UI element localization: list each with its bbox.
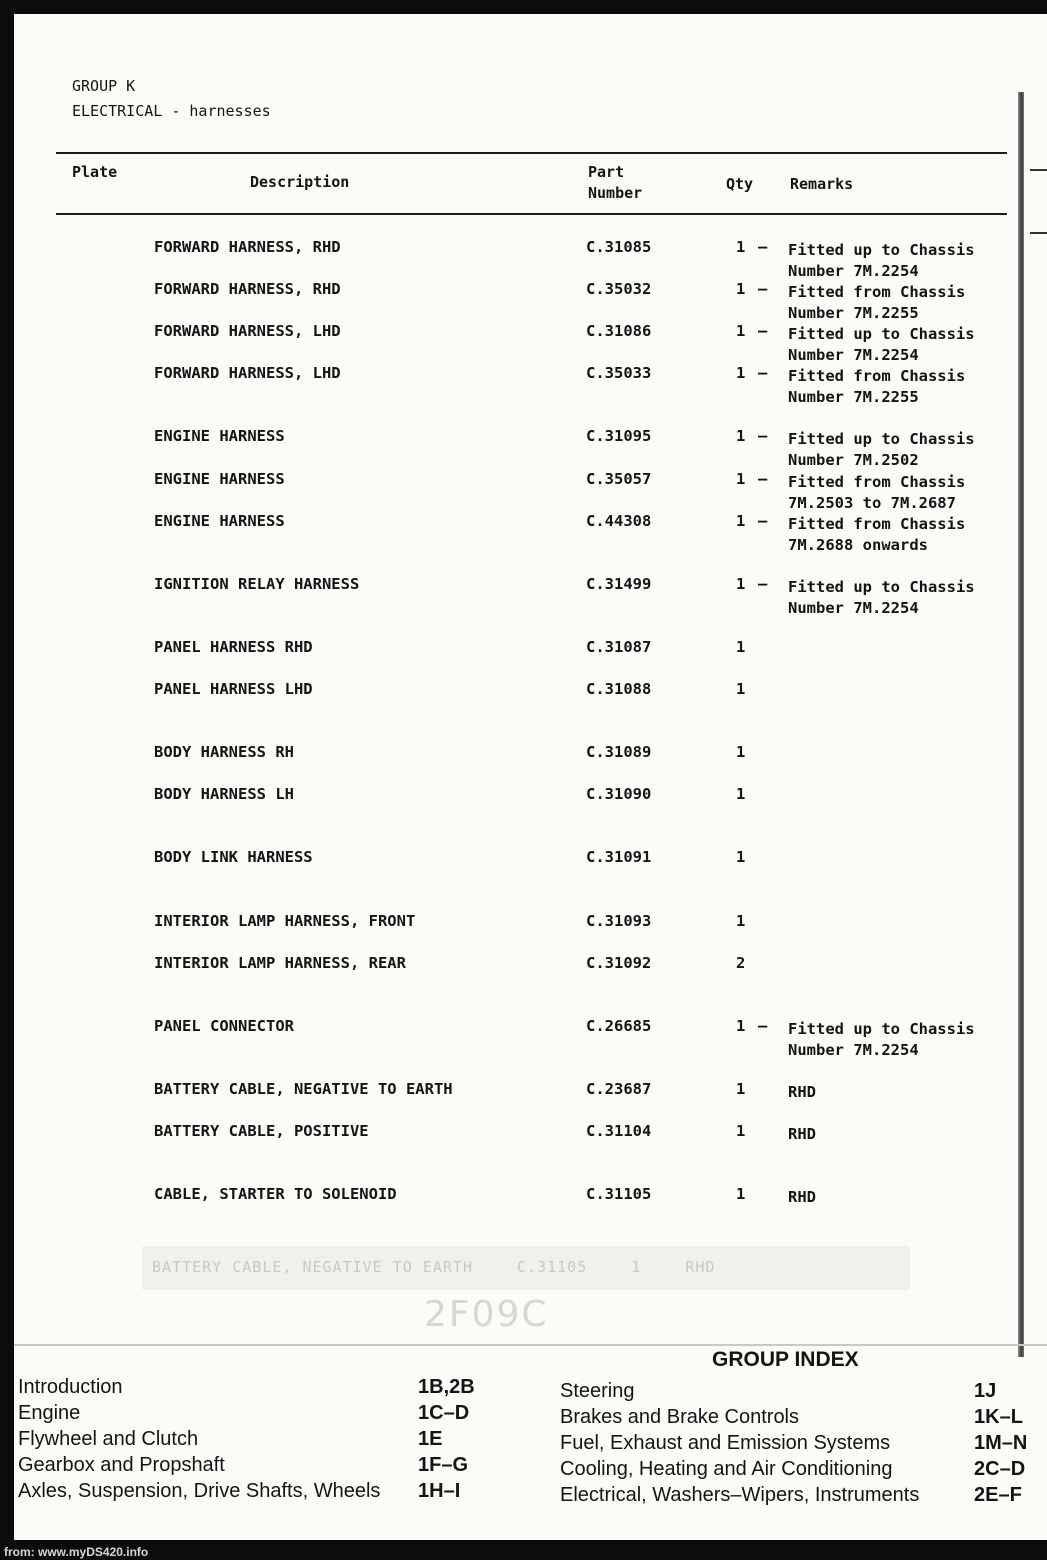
row-description: BODY LINK HARNESS: [154, 848, 313, 866]
page-edge-shadow: [1018, 92, 1024, 1357]
remark-line1: RHD: [788, 1125, 816, 1143]
row-remarks: [788, 429, 975, 471]
remark-line1: RHD: [788, 1188, 816, 1206]
row-remarks: [788, 1187, 816, 1208]
row-description: INTERIOR LAMP HARNESS, FRONT: [154, 912, 416, 930]
row-qty: 1: [736, 470, 746, 488]
row-qty: 1: [736, 912, 746, 930]
row-description: ENGINE HARNESS: [154, 470, 285, 488]
row-part-number: C.35057: [586, 470, 652, 488]
row-description: IGNITION RELAY HARNESS: [154, 575, 360, 593]
row-part-number: C.31085: [586, 238, 652, 256]
row-remarks: [788, 1019, 975, 1061]
index-item-code: 1E: [418, 1428, 443, 1450]
index-item-code: 1C–D: [418, 1402, 470, 1424]
remark-line1: Fitted from Chassis: [788, 515, 966, 533]
row-part-number: C.35032: [586, 280, 652, 298]
row-description: INTERIOR LAMP HARNESS, REAR: [154, 954, 406, 972]
row-description: BODY HARNESS RH: [154, 743, 294, 761]
faded-desc: BATTERY CABLE, NEGATIVE TO EARTH: [152, 1258, 473, 1276]
remark-line2: Number 7M.2254: [788, 262, 919, 280]
index-item-code: 1K–L: [974, 1406, 1023, 1428]
row-description: PANEL HARNESS RHD: [154, 638, 313, 656]
row-part-number: C.31104: [586, 1122, 652, 1140]
table-header-rule: [56, 213, 1007, 215]
row-dash: –: [758, 364, 768, 382]
index-item-code: 1F–G: [418, 1454, 469, 1476]
remark-line2: Number 7M.2254: [788, 346, 919, 364]
row-qty: 1: [736, 364, 746, 382]
faded-row-text: [152, 1258, 749, 1276]
index-item-label: Electrical, Washers–Wipers, Instruments: [560, 1484, 920, 1506]
index-item-label: Introduction: [18, 1376, 123, 1398]
rule-extension: [1030, 169, 1047, 171]
page-header: [72, 74, 271, 124]
remark-line2: Number 7M.2502: [788, 451, 919, 469]
index-item-code: 1M–N: [974, 1432, 1028, 1454]
index-item-code: 2C–D: [974, 1458, 1026, 1480]
remark-line1: RHD: [788, 1083, 816, 1101]
row-dash: –: [758, 512, 768, 530]
row-dash: –: [758, 1017, 768, 1035]
row-part-number: C.44308: [586, 512, 652, 530]
group-index-title: GROUP INDEX: [712, 1348, 859, 1371]
row-description: BATTERY CABLE, NEGATIVE TO EARTH: [154, 1080, 453, 1098]
catalogue-page: [14, 14, 1047, 1540]
row-description: PANEL CONNECTOR: [154, 1017, 294, 1035]
row-part-number: C.31091: [586, 848, 652, 866]
faded-row: [142, 1246, 910, 1290]
index-item-label: Steering: [560, 1380, 635, 1402]
row-part-number: C.31499: [586, 575, 652, 593]
row-part-number: C.23687: [586, 1080, 652, 1098]
remark-line1: Fitted up to Chassis: [788, 430, 975, 448]
row-description: FORWARD HARNESS, RHD: [154, 280, 341, 298]
source-footer: from: www.myDS420.info: [4, 1545, 149, 1559]
row-remarks: [788, 240, 975, 282]
handwritten-stamp: 2F09C: [424, 1294, 549, 1335]
faded-remark: RHD: [685, 1258, 716, 1276]
row-part-number: C.31092: [586, 954, 652, 972]
row-part-number: C.31087: [586, 638, 652, 656]
row-remarks: [788, 1082, 816, 1103]
column-remarks: Remarks: [790, 175, 854, 193]
index-item-code: 1H–I: [418, 1480, 461, 1502]
row-part-number: C.31093: [586, 912, 652, 930]
remark-line2: Number 7M.2255: [788, 304, 919, 322]
remark-line2: 7M.2688 onwards: [788, 536, 928, 554]
row-remarks: [788, 472, 965, 514]
row-part-number: C.31086: [586, 322, 652, 340]
remark-line1: Fitted from Chassis: [788, 367, 966, 385]
row-part-number: C.31088: [586, 680, 652, 698]
index-item-label: Axles, Suspension, Drive Shafts, Wheels: [18, 1480, 381, 1502]
index-item-label: Gearbox and Propshaft: [18, 1454, 225, 1476]
remark-line1: Fitted up to Chassis: [788, 241, 975, 259]
index-item-code: 1J: [974, 1380, 997, 1402]
row-dash: –: [758, 322, 768, 340]
row-part-number: C.31089: [586, 743, 652, 761]
row-remarks: [788, 366, 965, 408]
row-qty: 1: [736, 427, 746, 445]
row-remarks: [788, 282, 965, 324]
row-remarks: [788, 577, 975, 619]
row-remarks: [788, 1124, 816, 1145]
row-description: BODY HARNESS LH: [154, 785, 294, 803]
index-item-label: Fuel, Exhaust and Emission Systems: [560, 1432, 891, 1454]
row-qty: 1: [736, 238, 746, 256]
row-qty: 1: [736, 322, 746, 340]
remark-line1: Fitted from Chassis: [788, 283, 966, 301]
row-qty: 1: [736, 680, 746, 698]
row-dash: –: [758, 470, 768, 488]
row-description: FORWARD HARNESS, LHD: [154, 322, 341, 340]
row-qty: 1: [736, 512, 746, 530]
row-description: PANEL HARNESS LHD: [154, 680, 313, 698]
remark-line1: Fitted from Chassis: [788, 473, 966, 491]
remark-line2: Number 7M.2254: [788, 599, 919, 617]
remark-line1: Fitted up to Chassis: [788, 1020, 975, 1038]
row-description: BATTERY CABLE, POSITIVE: [154, 1122, 369, 1140]
group-title: GROUP K: [72, 77, 136, 95]
table-top-rule: [56, 152, 1007, 154]
remark-line2: Number 7M.2255: [788, 388, 919, 406]
row-qty: 1: [736, 280, 746, 298]
row-part-number: C.35033: [586, 364, 652, 382]
faded-qty: 1: [631, 1258, 642, 1276]
index-divider: [14, 1344, 1047, 1346]
row-qty: 1: [736, 848, 746, 866]
row-qty: 1: [736, 743, 746, 761]
row-dash: –: [758, 575, 768, 593]
index-item-code: 2E–F: [974, 1484, 1022, 1506]
column-plate: Plate: [72, 163, 118, 181]
column-part-line2: Number: [588, 184, 643, 202]
row-part-number: C.26685: [586, 1017, 652, 1035]
row-qty: 1: [736, 1080, 746, 1098]
row-description: CABLE, STARTER TO SOLENOID: [154, 1185, 397, 1203]
column-part-line1: Part: [588, 163, 625, 181]
column-part-number: [588, 162, 642, 204]
index-item-label: Brakes and Brake Controls: [560, 1406, 800, 1428]
row-part-number: C.31105: [586, 1185, 652, 1203]
row-description: ENGINE HARNESS: [154, 512, 285, 530]
column-description: Description: [250, 173, 350, 191]
row-qty: 1: [736, 785, 746, 803]
row-qty: 2: [736, 954, 746, 972]
faded-part: C.31105: [517, 1258, 588, 1276]
index-item-label: Engine: [18, 1402, 81, 1424]
row-qty: 1: [736, 575, 746, 593]
row-description: FORWARD HARNESS, LHD: [154, 364, 341, 382]
column-qty: Qty: [726, 175, 754, 193]
row-remarks: [788, 514, 965, 556]
index-item-label: Cooling, Heating and Air Conditioning: [560, 1458, 893, 1480]
remark-line1: Fitted up to Chassis: [788, 325, 975, 343]
remark-line1: Fitted up to Chassis: [788, 578, 975, 596]
row-dash: –: [758, 280, 768, 298]
row-dash: –: [758, 427, 768, 445]
row-remarks: [788, 324, 975, 366]
row-part-number: C.31095: [586, 427, 652, 445]
remark-line2: 7M.2503 to 7M.2687: [788, 494, 956, 512]
rule-extension: [1030, 232, 1047, 234]
index-item-label: Flywheel and Clutch: [18, 1428, 199, 1450]
row-qty: 1: [736, 1122, 746, 1140]
row-description: ENGINE HARNESS: [154, 427, 285, 445]
remark-line2: Number 7M.2254: [788, 1041, 919, 1059]
row-qty: 1: [736, 1185, 746, 1203]
row-qty: 1: [736, 638, 746, 656]
row-dash: –: [758, 238, 768, 256]
row-part-number: C.31090: [586, 785, 652, 803]
group-subtitle: ELECTRICAL - harnesses: [72, 102, 271, 120]
index-item-code: 1B,2B: [418, 1376, 475, 1398]
row-description: FORWARD HARNESS, RHD: [154, 238, 341, 256]
row-qty: 1: [736, 1017, 746, 1035]
